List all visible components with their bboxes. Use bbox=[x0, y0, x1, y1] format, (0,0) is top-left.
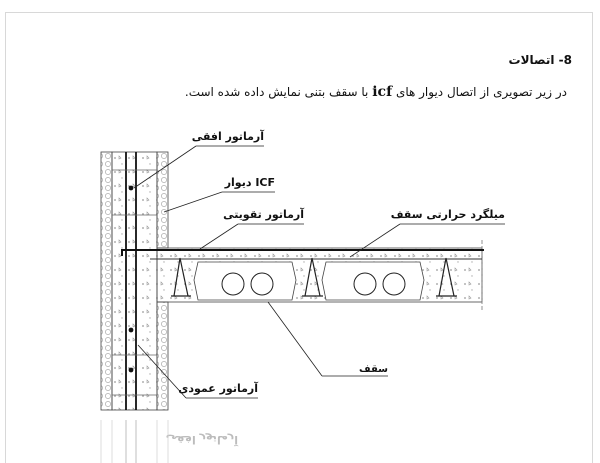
horizontal-rebar-section bbox=[129, 186, 134, 191]
svg-text:آرماتور تقویتی: آرماتور تقویتی bbox=[223, 208, 304, 221]
label-ceiling bbox=[268, 302, 388, 376]
slab-void-block bbox=[322, 262, 424, 300]
svg-text:دیوار ICF: دیوار ICF bbox=[224, 176, 275, 189]
section-title: 8- اتصالات bbox=[508, 53, 572, 67]
label-reinforcing-rebar bbox=[200, 207, 304, 249]
intro-term: icf bbox=[372, 84, 393, 100]
svg-text:آرماتور عمودی: آرماتور عمودی bbox=[178, 382, 258, 395]
icf-foam-inner-lower bbox=[157, 302, 168, 410]
svg-text:آرماتور افقی: آرماتور افقی bbox=[165, 433, 238, 446]
icf-foam-outer bbox=[101, 152, 112, 410]
intro-text-after: با سقف بتنی نمایش داده شده است. bbox=[184, 85, 369, 99]
horizontal-rebar-section bbox=[129, 328, 134, 333]
svg-text:سقف: سقف bbox=[359, 364, 388, 375]
svg-text:میلگرد حرارتی سقف: میلگرد حرارتی سقف bbox=[390, 208, 505, 221]
concrete-slab bbox=[122, 240, 484, 310]
icf-concrete-core bbox=[112, 152, 157, 410]
intro-text-before: در زیر تصویری از اتصال دیوار های bbox=[395, 85, 567, 99]
horizontal-rebar-section bbox=[129, 368, 134, 373]
label-icf-wall bbox=[164, 176, 275, 212]
diagram-reflection bbox=[101, 420, 238, 463]
svg-text:آرماتور افقی: آرماتور افقی bbox=[191, 130, 264, 143]
slab-void-block bbox=[194, 262, 296, 300]
